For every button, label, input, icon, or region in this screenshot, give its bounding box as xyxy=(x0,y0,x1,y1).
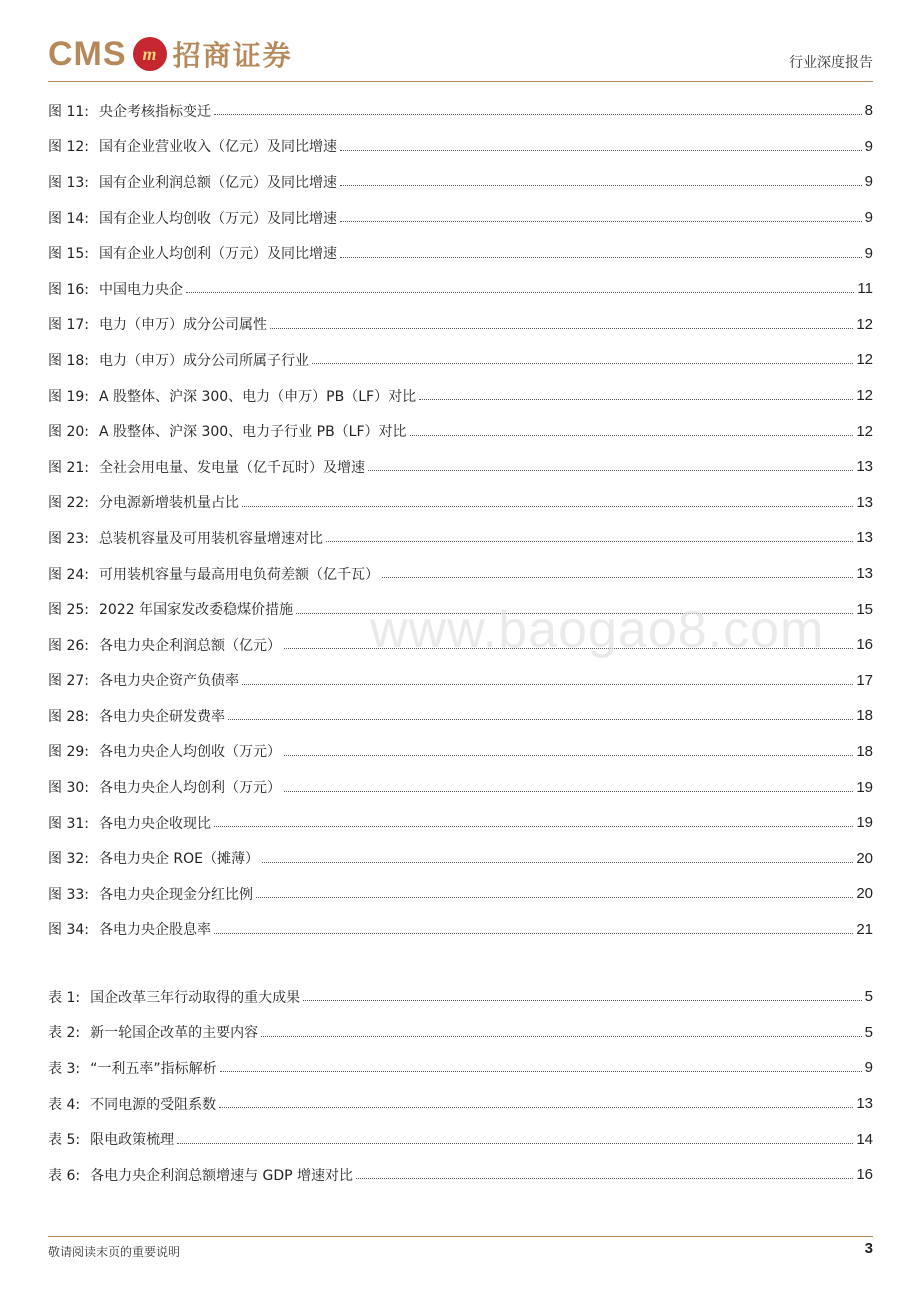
dot-leader xyxy=(220,1071,862,1072)
table-index-list xyxy=(48,979,873,1193)
entry-title: 不同电源的受阻系数 xyxy=(90,1096,217,1113)
figure-index-entry[interactable] xyxy=(48,413,873,449)
dot-leader xyxy=(326,541,853,542)
header-divider xyxy=(48,81,873,82)
dot-leader xyxy=(312,363,853,364)
figure-index-list xyxy=(48,93,873,947)
figure-index-entry[interactable] xyxy=(48,129,873,165)
entry-page-number: 16 xyxy=(856,636,873,654)
entry-label: 图 18: xyxy=(48,352,89,369)
company-logo xyxy=(48,34,293,74)
figure-index-entry[interactable] xyxy=(48,271,873,307)
figure-index-entry[interactable] xyxy=(48,840,873,876)
footer-note: 敬请阅读末页的重要说明 xyxy=(48,1245,181,1259)
entry-label: 表 5: xyxy=(48,1132,81,1149)
entry-label: 图 13: xyxy=(48,174,89,191)
entry-title: “一利五率”指标解析 xyxy=(90,1060,217,1077)
dot-leader xyxy=(228,719,853,720)
dot-leader xyxy=(219,1107,853,1108)
dot-leader xyxy=(242,684,853,685)
dot-leader xyxy=(214,826,853,827)
entry-page-number: 8 xyxy=(864,102,873,120)
entry-label: 图 31: xyxy=(48,815,89,832)
entry-title: 2022 年国家发改委稳煤价措施 xyxy=(98,602,294,619)
dot-leader xyxy=(340,150,862,151)
entry-title: 各电力央企 ROE（摊薄） xyxy=(98,851,260,868)
entry-page-number: 5 xyxy=(864,988,873,1006)
entry-page-number: 15 xyxy=(856,600,873,618)
entry-page-number: 16 xyxy=(856,1166,873,1184)
table-index-entry[interactable] xyxy=(48,1015,873,1051)
figure-index-entry[interactable] xyxy=(48,449,873,485)
report-type: 行业深度报告 xyxy=(789,55,873,71)
entry-title: 新一轮国企改革的主要内容 xyxy=(90,1025,259,1042)
entry-page-number: 13 xyxy=(856,565,873,583)
entry-label: 图 21: xyxy=(48,459,89,476)
page-number: 3 xyxy=(864,1240,873,1257)
table-index-entry[interactable] xyxy=(48,1086,873,1122)
entry-label: 图 27: xyxy=(48,673,89,690)
figure-index-entry[interactable] xyxy=(48,698,873,734)
entry-title: 国有企业人均创收（万元）及同比增速 xyxy=(98,210,337,227)
figure-index-entry[interactable] xyxy=(48,734,873,770)
entry-label: 表 3: xyxy=(48,1060,81,1077)
entry-title: 各电力央企股息率 xyxy=(98,922,211,939)
dot-leader xyxy=(214,114,862,115)
entry-label: 图 22: xyxy=(48,495,89,512)
entry-title: 各电力央企资产负债率 xyxy=(98,673,239,690)
entry-page-number: 12 xyxy=(856,422,873,440)
dot-leader xyxy=(419,399,853,400)
figure-index-entry[interactable] xyxy=(48,235,873,271)
entry-page-number: 9 xyxy=(864,173,873,191)
dot-leader xyxy=(261,1036,862,1037)
dot-leader xyxy=(242,506,853,507)
figure-index-entry[interactable] xyxy=(48,307,873,343)
entry-page-number: 9 xyxy=(864,137,873,155)
figure-index-entry[interactable] xyxy=(48,805,873,841)
figure-index-entry[interactable] xyxy=(48,342,873,378)
entry-page-number: 13 xyxy=(856,458,873,476)
entry-page-number: 18 xyxy=(856,707,873,725)
entry-page-number: 13 xyxy=(856,493,873,511)
entry-label: 图 24: xyxy=(48,566,89,583)
entry-label: 表 1: xyxy=(48,989,81,1006)
entry-page-number: 19 xyxy=(856,778,873,796)
logo-mark-icon: m xyxy=(133,37,167,71)
entry-label: 图 19: xyxy=(48,388,89,405)
entry-page-number: 20 xyxy=(856,849,873,867)
entry-page-number: 21 xyxy=(856,920,873,938)
entry-page-number: 5 xyxy=(864,1023,873,1041)
entry-label: 图 17: xyxy=(48,317,89,334)
entry-title: 各电力央企现金分红比例 xyxy=(98,886,253,903)
entry-label: 图 32: xyxy=(48,851,89,868)
figure-index-entry[interactable] xyxy=(48,876,873,912)
watermark: www.baogao8.com xyxy=(370,601,825,659)
entry-title: A 股整体、沪深 300、电力（申万）PB（LF）对比 xyxy=(98,388,417,405)
entry-title: 限电政策梳理 xyxy=(90,1132,175,1149)
entry-title: 各电力央企利润总额（亿元） xyxy=(98,637,281,654)
dot-leader xyxy=(410,435,854,436)
entry-page-number: 13 xyxy=(856,1095,873,1113)
dot-leader xyxy=(356,1178,853,1179)
entry-label: 图 20: xyxy=(48,424,89,441)
entry-page-number: 20 xyxy=(856,885,873,903)
entry-label: 图 26: xyxy=(48,637,89,654)
entry-label: 表 4: xyxy=(48,1096,81,1113)
dot-leader xyxy=(303,1000,862,1001)
entry-page-number: 13 xyxy=(856,529,873,547)
entry-title: 央企考核指标变迁 xyxy=(98,103,211,120)
entry-label: 图 15: xyxy=(48,246,89,263)
entry-page-number: 12 xyxy=(856,315,873,333)
entry-title: 全社会用电量、发电量（亿千瓦时）及增速 xyxy=(98,459,365,476)
entry-title: 各电力央企人均创收（万元） xyxy=(98,744,281,761)
entry-label: 图 12: xyxy=(48,139,89,156)
entry-title: 国企改革三年行动取得的重大成果 xyxy=(90,989,301,1006)
entry-label: 图 23: xyxy=(48,530,89,547)
entry-page-number: 9 xyxy=(864,1059,873,1077)
entry-label: 图 14: xyxy=(48,210,89,227)
figure-index-entry[interactable] xyxy=(48,769,873,805)
dot-leader xyxy=(270,328,853,329)
figure-index-entry[interactable] xyxy=(48,556,873,592)
table-index-entry[interactable] xyxy=(48,1121,873,1157)
figure-index-entry[interactable] xyxy=(48,378,873,414)
entry-label: 图 25: xyxy=(48,602,89,619)
entry-label: 表 6: xyxy=(48,1167,81,1184)
figure-index-entry[interactable] xyxy=(48,520,873,556)
figure-index-entry[interactable] xyxy=(48,485,873,521)
figure-index-entry[interactable] xyxy=(48,663,873,699)
page-header xyxy=(48,30,873,82)
dot-leader xyxy=(214,933,853,934)
entry-title: 国有企业人均创利（万元）及同比增速 xyxy=(98,246,337,263)
entry-title: 中国电力央企 xyxy=(98,281,183,298)
table-index-entry[interactable] xyxy=(48,1050,873,1086)
entry-title: A 股整体、沪深 300、电力子行业 PB（LF）对比 xyxy=(98,424,407,441)
entry-title: 电力（申万）成分公司属性 xyxy=(98,317,267,334)
entry-title: 分电源新增装机量占比 xyxy=(98,495,239,512)
dot-leader xyxy=(284,791,853,792)
entry-title: 各电力央企收现比 xyxy=(98,815,211,832)
entry-page-number: 12 xyxy=(856,387,873,405)
entry-page-number: 12 xyxy=(856,351,873,369)
entry-page-number: 17 xyxy=(856,671,873,689)
entry-title: 各电力央企利润总额增速与 GDP 增速对比 xyxy=(90,1167,354,1184)
logo-chinese-text: 招商证券 xyxy=(172,39,293,72)
entry-page-number: 9 xyxy=(864,209,873,227)
figure-index-entry[interactable] xyxy=(48,164,873,200)
table-index-entry[interactable] xyxy=(48,979,873,1015)
entry-title: 国有企业营业收入（亿元）及同比增速 xyxy=(98,139,337,156)
entry-page-number: 11 xyxy=(857,280,873,298)
entry-label: 表 2: xyxy=(48,1025,81,1042)
dot-leader xyxy=(177,1143,853,1144)
table-index-entry[interactable] xyxy=(48,1157,873,1193)
entry-title: 总装机容量及可用装机容量增速对比 xyxy=(98,530,323,547)
entry-label: 图 11: xyxy=(48,103,89,120)
dot-leader xyxy=(340,221,862,222)
dot-leader xyxy=(382,577,853,578)
figure-index-entry[interactable] xyxy=(48,93,873,129)
entry-title: 电力（申万）成分公司所属子行业 xyxy=(98,352,309,369)
figure-index-entry[interactable] xyxy=(48,200,873,236)
entry-title: 各电力央企人均创利（万元） xyxy=(98,780,281,797)
figure-index-entry[interactable] xyxy=(48,912,873,948)
dot-leader xyxy=(368,470,853,471)
dot-leader xyxy=(186,292,854,293)
entry-label: 图 33: xyxy=(48,886,89,903)
logo-cms-text: CMS xyxy=(48,34,127,73)
entry-label: 图 28: xyxy=(48,708,89,725)
entry-page-number: 9 xyxy=(864,244,873,262)
dot-leader xyxy=(284,755,853,756)
entry-label: 图 16: xyxy=(48,281,89,298)
entry-title: 各电力央企研发费率 xyxy=(98,708,225,725)
dot-leader xyxy=(340,185,862,186)
entry-title: 国有企业利润总额（亿元）及同比增速 xyxy=(98,174,337,191)
entry-label: 图 30: xyxy=(48,780,89,797)
entry-page-number: 19 xyxy=(856,814,873,832)
dot-leader xyxy=(256,897,853,898)
dot-leader xyxy=(262,862,853,863)
entry-label: 图 34: xyxy=(48,922,89,939)
entry-page-number: 18 xyxy=(856,742,873,760)
entry-label: 图 29: xyxy=(48,744,89,761)
footer-divider xyxy=(48,1236,873,1237)
dot-leader xyxy=(340,257,862,258)
entry-title: 可用装机容量与最高用电负荷差额（亿千瓦） xyxy=(98,566,379,583)
entry-page-number: 14 xyxy=(856,1130,873,1148)
